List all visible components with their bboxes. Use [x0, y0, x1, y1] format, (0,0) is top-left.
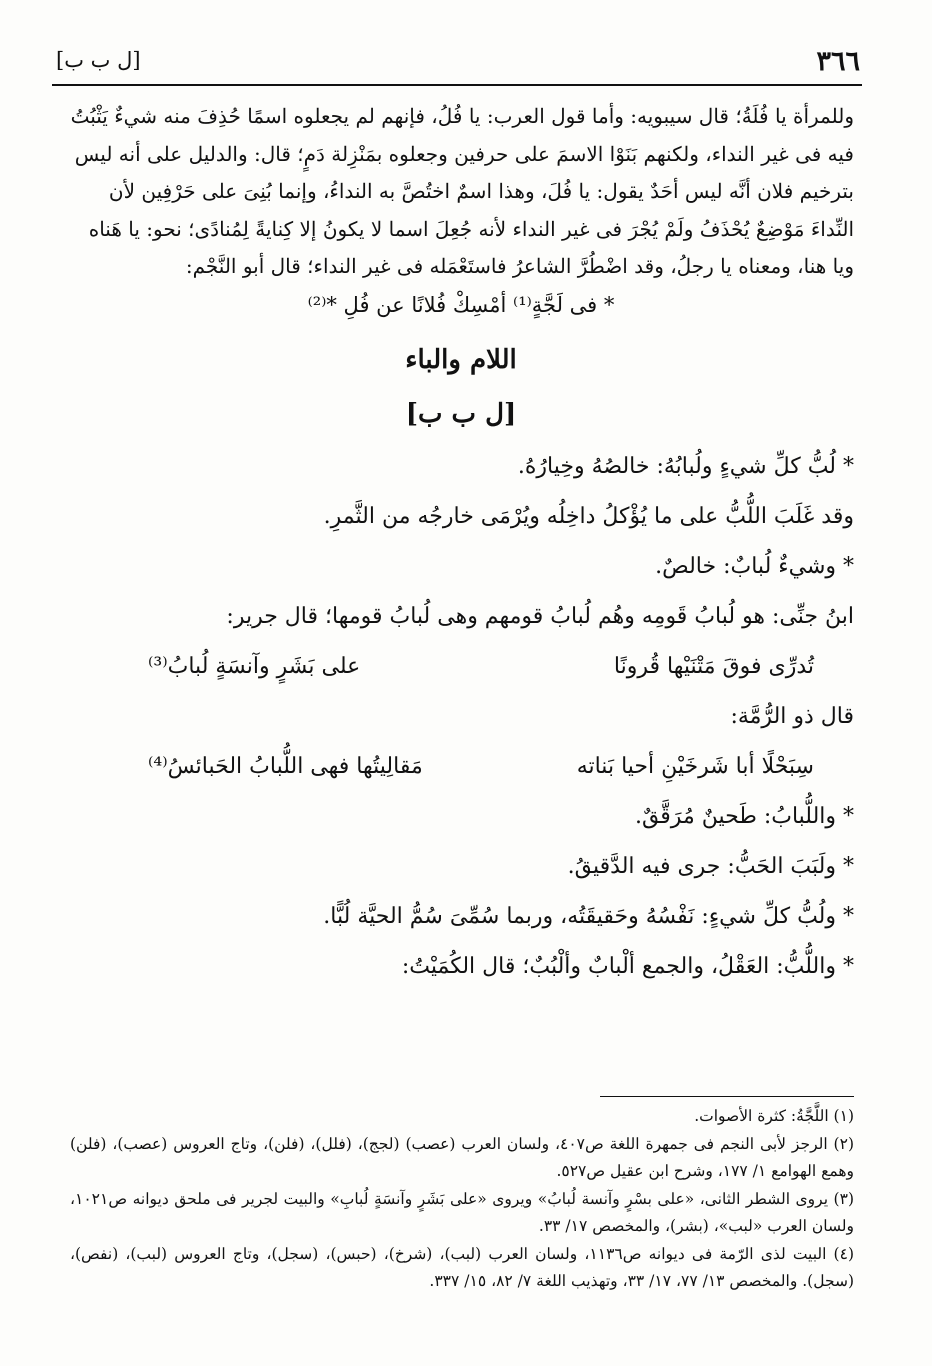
entry-line: * لُبُّ كلِّ شيءٍ ولُبابُهُ: خالصُهُ وخِيارُهُ. [517, 453, 854, 479]
footnote-rule [600, 1096, 854, 1097]
verse-first-hemistich: سِبَحْلًا أبا شَرخَيْنِ أحيا بَناته [576, 753, 814, 779]
footnote: (١) اللَّجَّةُ: كثرة الأصوات. [694, 1107, 854, 1125]
page-number: ٣٦٦ [816, 46, 860, 77]
entry-line: ابنُ جنِّى: هو لُبابُ قَومِه وهُم لُبابُ قومهم وهى لُبابُ قومها؛ قال جرير: [226, 603, 854, 629]
verse-first-hemistich: تُدرِّى فوقَ مَتْنَيْها قُرونًا [613, 653, 814, 679]
entry-line: * وشيءٌ لُبابٌ: خالصٌ. [655, 553, 854, 579]
section-heading: اللام والباء [405, 344, 517, 375]
header-rule [52, 84, 862, 86]
verse-second-hemistich: مَقالِيتُها فهى اللُّبابُ الحَبائسُ⁽⁴⁾ [148, 753, 423, 779]
entry-line: وقد غَلَبَ اللُّبُّ على ما يُؤْكلُ داخِلُه ويُرْمَى خارجُه من الثَّمرِ. [323, 503, 854, 529]
entry-line: * ولُبُّ كلِّ شيءٍ: نَفْسُهُ وحَقيقَتُه، وربما سُمِّىَ سُمُّ الحيَّة لُبًّا. [323, 903, 854, 929]
verse-dhu-rumma [68, 742, 854, 792]
footnote: (٣) يروى الشطر الثانى، «على بسْرٍ وآنسة لُبابُ» ويروى «على بَشَرٍ وآنسَةٍ لُبابِ» والبيت لجرير فى ملحق ديوانه ص١٠٢١، ولسان العرب «لبب»، (بشر)، والمخصص ١٧/ ٣٣. [70, 1189, 854, 1235]
root-heading: [ل ب ب] [405, 398, 517, 429]
running-header-root: [ل ب ب] [56, 48, 141, 72]
verse-jarir [68, 642, 854, 692]
entry-line: قال ذو الرُّمَّة: [730, 703, 854, 729]
quoted-verse: * فى لَجَّةٍ⁽¹⁾ أمْسِكْ فُلانًا عن فُلِ *⁽²⁾ [307, 292, 615, 317]
footnote: (٢) الرجز لأبى النجم فى جمهرة اللغة ص٤٠٧، ولسان العرب (عصب) (لجج)، (فلل)، (فلن)، وتاج العروس (عصب)، (فلن) وهمع الهوامع ١/ ١٧٧، وشرح ابن عقيل ص٥٢٧. [70, 1134, 854, 1180]
entry-line: * ولَبَبَ الحَبُّ: جرى فيه الدَّقيقُ. [567, 853, 854, 879]
entry-line: * واللُّبُّ: العَقْلُ، والجمع ألْبابٌ وألْبُبٌ؛ قال الكُمَيْتُ: [401, 953, 854, 979]
main-text [68, 98, 854, 992]
intro-paragraph: وللمرأة يا فُلَةُ؛ قال سيبويه: وأما قول العرب: يا فُلُ، فإنهم لم يجعلوه اسمًا حُذِفَ منه شيءٌ يَثْبُتُ فيه فى غير النداء، ولكنهم بَنَوْا الاسمَ على حرفين وجعلوه بمَنْزِلة دَمٍ؛ قال: والدليل على أنه ليس بترخيم فلان أنَّه ليس أحَدٌ يقول: يا فُلَ، وهذا اسمٌ اختُصَّ به النداءُ، وإنما بُنِىَ على حَرْفِين لأن النِّداءَ مَوْضِعٌ يُحْذَفُ ولَمْ يُجْرَ فى غير النداء لأنه جُعِلَ اسما لا يكونُ إلا كِنايةً لِمُنادًى؛ نحو: يا هَناه ويا هنا، ومعناه يا رجلُ، وقد اضْطُرَّ الشاعرُ فاستَعْمَله فى غير النداء؛ قال أبو النَّجْم: [70, 104, 854, 278]
entry-line: * واللُّبابُ: طَحينٌ مُرَقَّقٌ. [634, 803, 854, 829]
verse-second-hemistich: على بَشَرٍ وآنسَةٍ لُبابُ⁽³⁾ [148, 653, 361, 679]
footnote: (٤) البيت لذى الرّمة فى ديوانه ص١١٣٦، ولسان العرب (لبب)، (شرخ)، (حبس)، (سجل)، وتاج العروس (لبب)، (نفص)، (سجل). والمخصص ١٣/ ٧٧، ١٧/ ٣٣، وتهذيب اللغة ٧/ ٨٢، ١٥/ ٣٣٧. [70, 1244, 854, 1290]
footnotes [70, 1103, 854, 1296]
